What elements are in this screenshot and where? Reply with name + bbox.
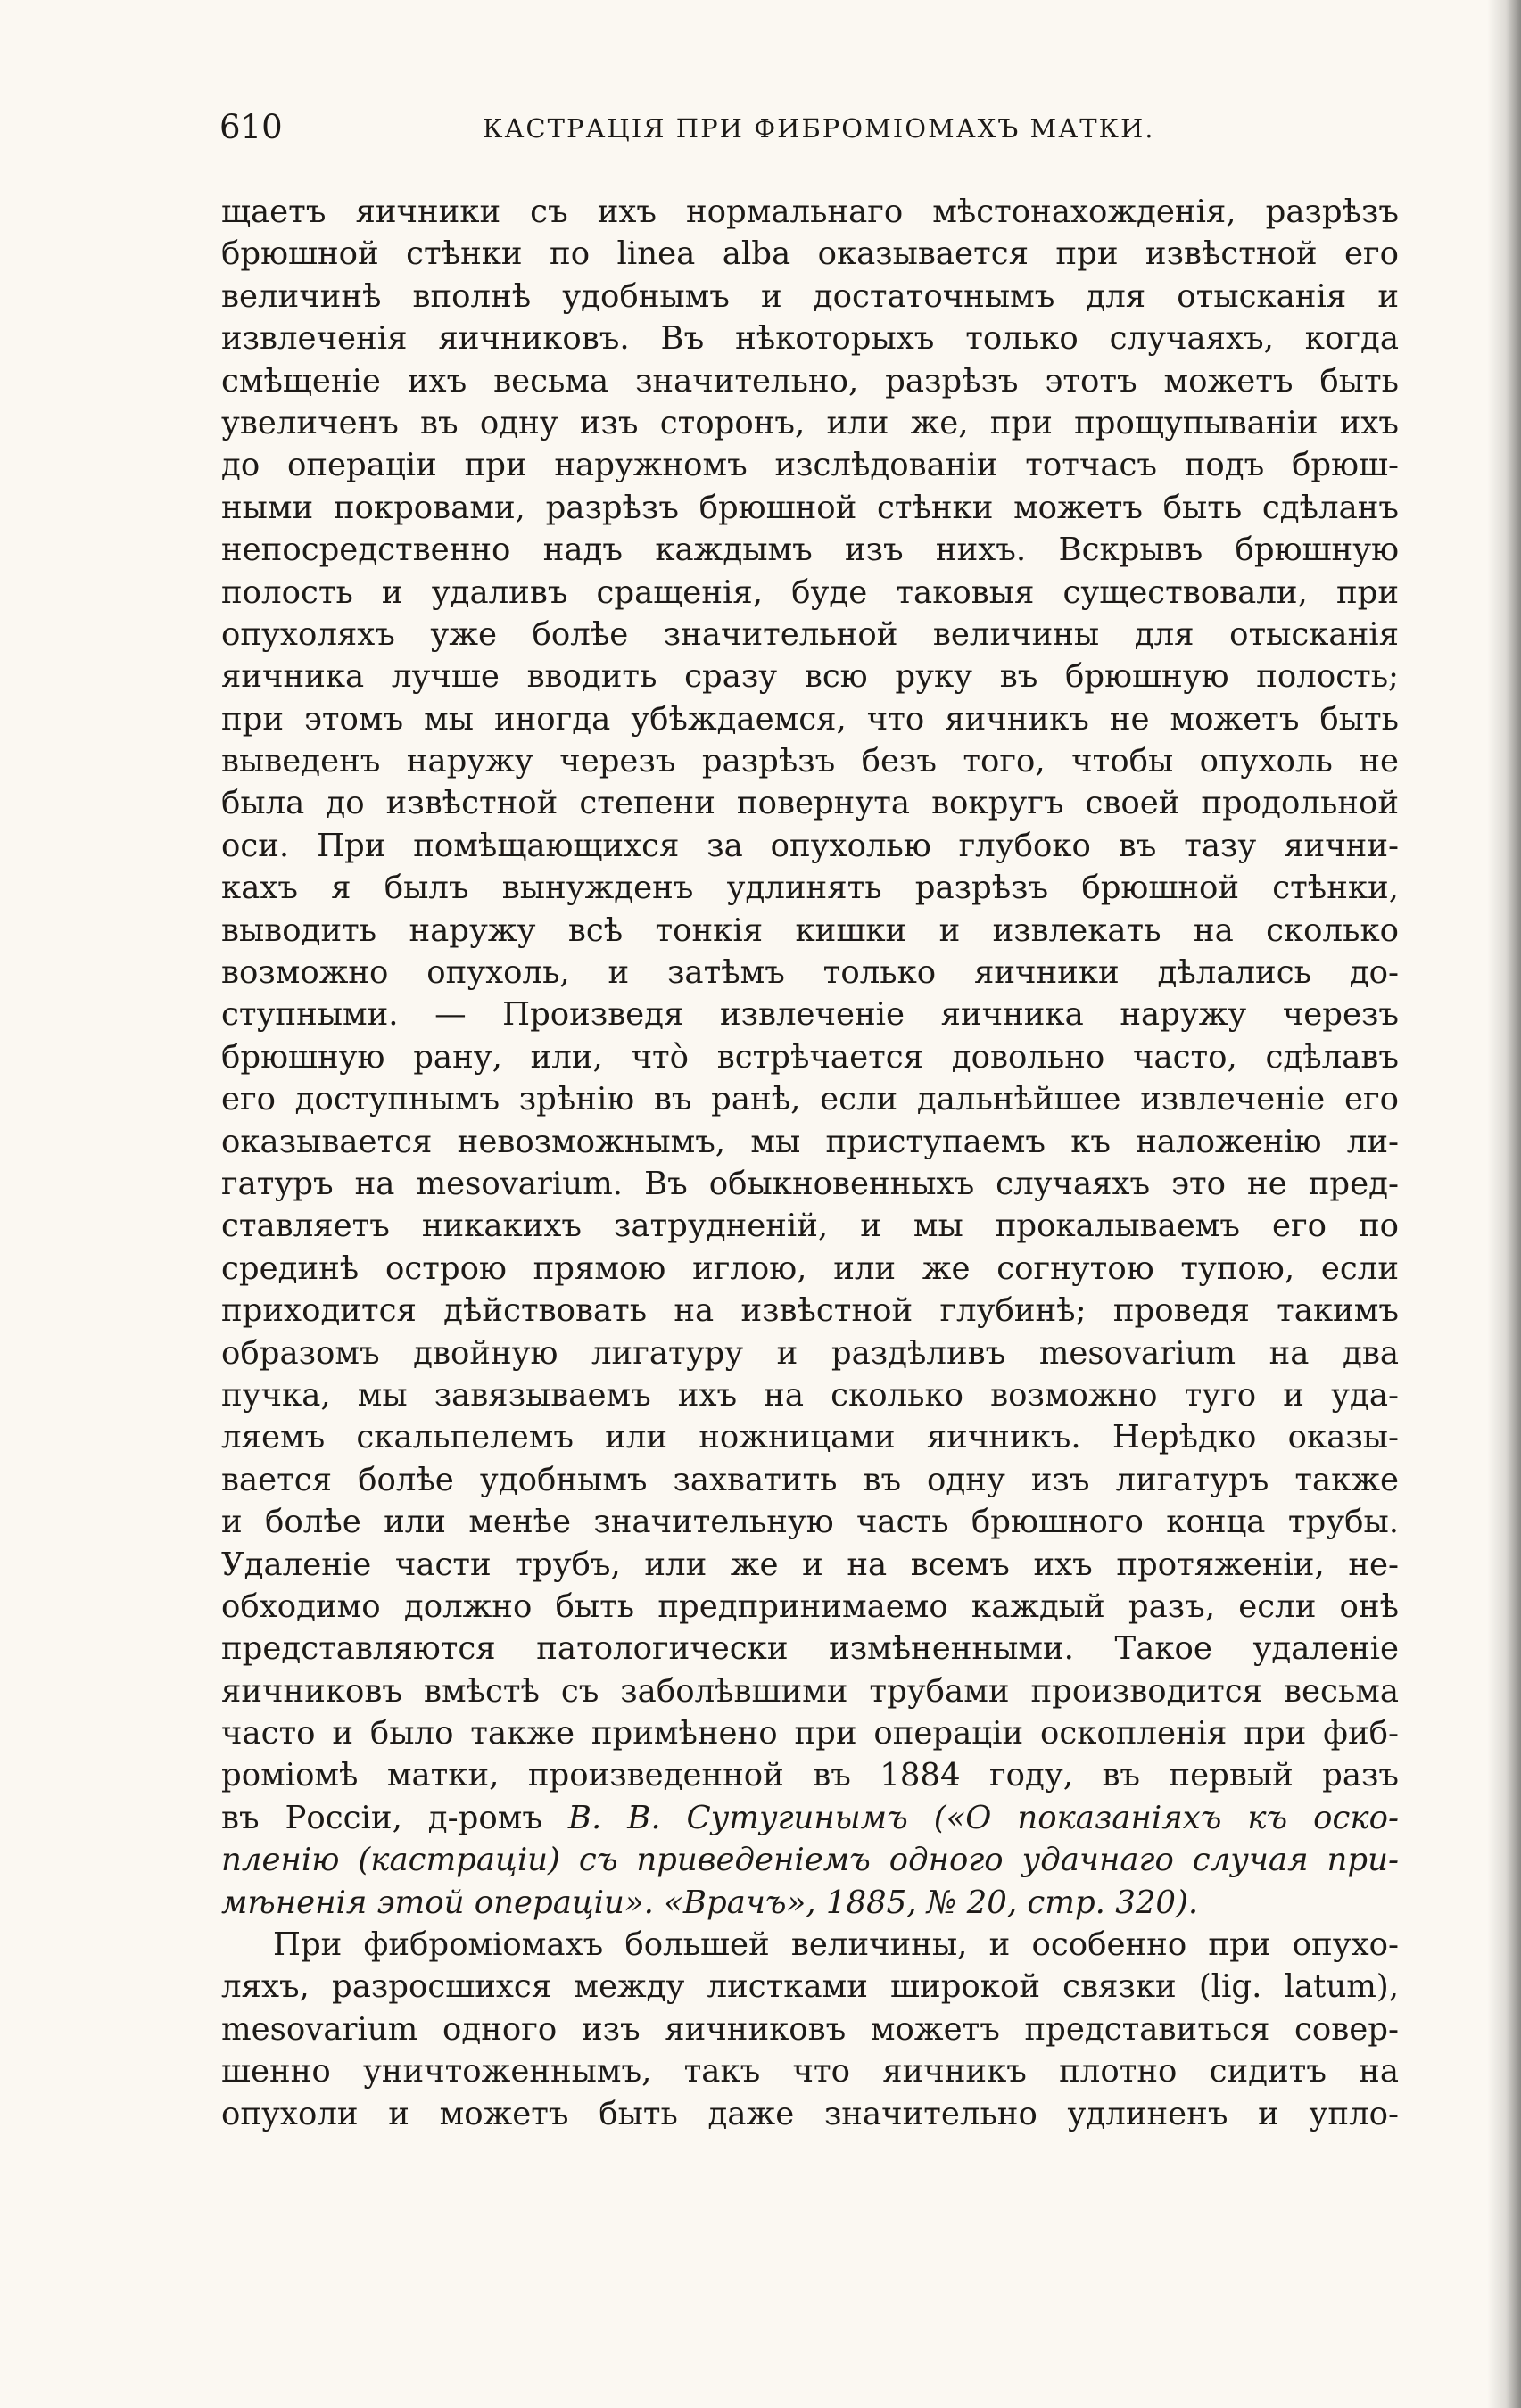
text-line: возможно опухоль, и затѣмъ только яичники дѣлались до- <box>221 954 1399 992</box>
text-line: выведенъ наружу черезъ разрѣзъ безъ того, чтобы опухоль не <box>221 743 1399 780</box>
text-line: При фиброміомахъ большей величины, и особенно при опухо- <box>273 1926 1399 1964</box>
paragraph-1 <box>221 191 1399 1924</box>
text-line: извлеченія яичниковъ. Въ нѣкоторыхъ только случаяхъ, когда <box>221 320 1399 358</box>
citation-italic: В. В. Сутугинымъ («О показаніяхъ къ оско- <box>567 1799 1399 1836</box>
text-line: ляхъ, разросшихся между листками широкой связки (lig. latum), <box>221 1968 1399 2006</box>
citation-line <box>221 1797 1399 1839</box>
text-line: его доступнымъ зрѣнію въ ранѣ, если дальнѣйшее извлеченіе его <box>221 1081 1399 1118</box>
text-line: гатуръ на mesovarium. Въ обыкновенныхъ случаяхъ это не пред- <box>221 1165 1399 1202</box>
citation-line: мѣненія этой операціи». «Врачъ», 1885, № 20, стр. 320). <box>221 1884 1199 1921</box>
text-line: полость и удаливъ сращенія, буде таковыя существовали, при <box>221 573 1399 611</box>
text-line: ставляетъ никакихъ затрудненій, и мы прокалываемъ его по <box>221 1208 1399 1245</box>
running-title: КАСТРАЦІЯ ПРИ ФИБРОМІОМАХЪ МАТКИ. <box>483 113 1155 144</box>
paragraph-2 <box>221 1924 1399 2135</box>
text-line: ляемъ скальпелемъ или ножницами яичникъ. Нерѣдко оказы- <box>221 1419 1399 1456</box>
text-line: оказывается невозможнымъ, мы приступаемъ къ наложенію ли- <box>221 1123 1399 1160</box>
running-head <box>219 105 1183 150</box>
text-line: обходимо должно быть предпринимаемо каждый разъ, если онѣ <box>221 1587 1399 1625</box>
page-number: 610 <box>219 108 283 146</box>
text-line: выводить наружу всѣ тонкія кишки и извлекать на сколько <box>221 911 1399 949</box>
text-line: и болѣе или менѣе значительную часть брюшного конца трубы. <box>221 1504 1399 1541</box>
text-line: mesovarium одного изъ яичниковъ можетъ представиться совер- <box>221 2010 1399 2048</box>
text-line: величинѣ вполнѣ удобнымъ и достаточнымъ для отысканія и <box>221 277 1399 315</box>
text-line: яичника лучше вводить сразу всю руку въ брюшную полость; <box>221 658 1399 696</box>
text-line: часто и было также примѣнено при операціи оскопленія при фиб- <box>221 1715 1399 1752</box>
text-line: брюшной стѣнки по linea alba оказывается при извѣстной его <box>221 235 1399 273</box>
text-line: щаетъ яичники съ ихъ нормальнаго мѣстонахожденія, разрѣзъ <box>221 194 1399 230</box>
text-line: опухоляхъ уже болѣе значительной величины для отысканія <box>221 615 1399 653</box>
text-line: брюшную рану, или, что̀ встрѣчается довольно часто, сдѣлавъ <box>221 1038 1399 1076</box>
text-line: ными покровами, разрѣзъ брюшной стѣнки можетъ быть сдѣланъ <box>221 489 1399 526</box>
text-line: вается болѣе удобнымъ захватить въ одну изъ лигатуръ также <box>221 1461 1399 1498</box>
text-line: до операціи при наружномъ изслѣдованіи тотчасъ подъ брюш- <box>221 447 1399 484</box>
text-line: ступными. — Произведя извлеченіе яичника наружу черезъ <box>221 996 1399 1034</box>
text-line: пучка, мы завязываемъ ихъ на сколько возможно туго и уда- <box>221 1376 1399 1414</box>
text-line: шенно уничтоженнымъ, такъ что яичникъ плотно сидитъ на <box>221 2053 1399 2091</box>
text-line: Удаленіе части трубъ, или же и на всемъ ихъ протяженіи, не- <box>221 1546 1399 1583</box>
text-line: была до извѣстной степени повернута вокругъ своей продольной <box>221 785 1399 822</box>
text-line: представляются патологически измѣненными. Такое удаленіе <box>221 1630 1399 1668</box>
text-line: роміомѣ матки, произведенной въ 1884 году, въ первый разъ <box>221 1757 1399 1794</box>
text-line: при этомъ мы иногда убѣждаемся, что яичникъ не можетъ быть <box>221 700 1399 738</box>
text-line: увеличенъ въ одну изъ сторонъ, или же, при прощупываніи ихъ <box>221 404 1399 441</box>
text-line: кахъ я былъ вынужденъ удлинять разрѣзъ брюшной стѣнки, <box>221 870 1399 907</box>
text-line: яичниковъ вмѣстѣ съ заболѣвшими трубами производится весьма <box>221 1672 1399 1710</box>
text-line: оси. При помѣщающихся за опухолью глубоко въ тазу яични- <box>221 827 1399 864</box>
body-text <box>221 191 1399 2135</box>
text-line: срединѣ острою прямою иглою, или же согнутою тупою, если <box>221 1249 1399 1287</box>
text-line: опухоли и можетъ быть даже значительно удлиненъ и упло- <box>221 2095 1399 2132</box>
text-line: приходится дѣйствовать на извѣстной глубинѣ; проведя такимъ <box>221 1292 1399 1330</box>
text-line: образомъ двойную лигатуру и раздѣливъ mesovarium на два <box>221 1334 1399 1372</box>
citation-line: пленію (кастраціи) съ приведеніемъ одного удачнаго случая при- <box>221 1842 1399 1879</box>
text-line: непосредственно надъ каждымъ изъ нихъ. Вскрывъ брюшную <box>221 532 1399 569</box>
text-line: смѣщеніе ихъ весьма значительно, разрѣзъ этотъ можетъ быть <box>221 362 1399 400</box>
citation-plain: въ Россіи, д-ромъ <box>221 1799 568 1836</box>
page-edge-shadow <box>1487 0 1521 2408</box>
